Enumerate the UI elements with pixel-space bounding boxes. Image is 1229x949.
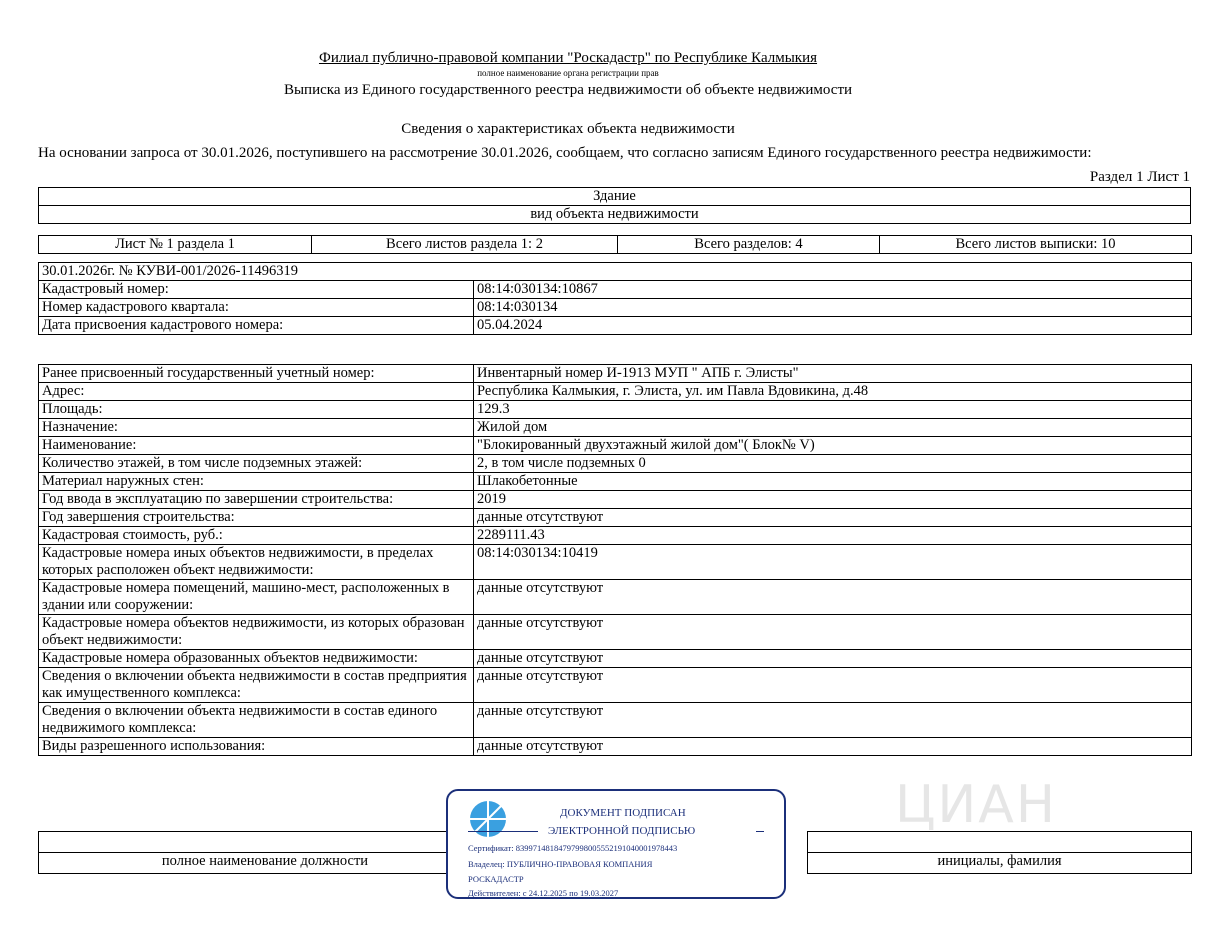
section-sheet-label: Раздел 1 Лист 1 [1089, 169, 1190, 185]
table-row [39, 299, 1192, 317]
table-row [39, 668, 1192, 703]
row-value: данные отсутствуют [474, 668, 1192, 703]
electronic-signature-stamp [446, 789, 786, 899]
row-value: 08:14:030134 [474, 299, 1192, 317]
row-label: Сведения о включении объекта недвижимости в состав единого недвижимого комплекса: [39, 703, 474, 738]
record-table [38, 262, 1192, 335]
table-row [39, 437, 1192, 455]
table-row [39, 703, 1192, 738]
stamp-owner: Владелец: ПУБЛИЧНО-ПРАВОВАЯ КОМПАНИЯ [468, 859, 653, 869]
rosreestr-logo-icon [468, 799, 508, 839]
position-caption: полное наименование должности [39, 853, 492, 874]
table-row [39, 317, 1192, 335]
row-label: Кадастровые номера образованных объектов недвижимости: [39, 650, 474, 668]
object-type-caption: вид объекта недвижимости [39, 206, 1191, 224]
row-label: Год ввода в эксплуатацию по завершении строительства: [39, 491, 474, 509]
row-value: 2019 [474, 491, 1192, 509]
row-value: "Блокированный двухэтажный жилой дом"( Блок№ V) [474, 437, 1192, 455]
table-row [39, 473, 1192, 491]
document-title: Выписка из Единого государственного реестра недвижимости об объекте недвижимости [283, 82, 853, 98]
row-label: Кадастровый номер: [39, 281, 474, 299]
stamp-line-2: ЭЛЕКТРОННОЙ ПОДПИСЬЮ [548, 825, 696, 837]
row-label: Кадастровые номера помещений, машино-мест, расположенных в здании или сооружении: [39, 580, 474, 615]
name-caption: инициалы, фамилия [808, 853, 1192, 874]
row-value: данные отсутствуют [474, 615, 1192, 650]
table-row [39, 738, 1192, 756]
row-value: данные отсутствуют [474, 703, 1192, 738]
details-table [38, 364, 1192, 756]
table-row [39, 650, 1192, 668]
total-sheets: Всего листов выписки: 10 [880, 236, 1192, 254]
table-row [39, 615, 1192, 650]
total-sections: Всего разделов: 4 [618, 236, 880, 254]
section-title: Сведения о характеристиках объекта недвижимости [401, 121, 735, 137]
row-label: Ранее присвоенный государственный учетный номер: [39, 365, 474, 383]
table-row [39, 509, 1192, 527]
row-label: Наименование: [39, 437, 474, 455]
object-type-table [38, 187, 1191, 224]
row-value: Инвентарный номер И-1913 МУП " АПБ г. Элисты" [474, 365, 1192, 383]
table-row [39, 545, 1192, 580]
row-label: Количество этажей, в том числе подземных этажей: [39, 455, 474, 473]
table-row [39, 455, 1192, 473]
table-row [39, 401, 1192, 419]
row-value: 05.04.2024 [474, 317, 1192, 335]
row-label: Адрес: [39, 383, 474, 401]
row-value: Республика Калмыкия, г. Элиста, ул. им Павла Вдовикина, д.48 [474, 383, 1192, 401]
record-number: 30.01.2026г. № КУВИ-001/2026-11496319 [39, 263, 1192, 281]
row-value: данные отсутствуют [474, 509, 1192, 527]
row-label: Площадь: [39, 401, 474, 419]
stamp-certificate: Сертификат: 83997148184797998005552191040001978443 [468, 843, 678, 853]
row-value: 08:14:030134:10867 [474, 281, 1192, 299]
row-label: Назначение: [39, 419, 474, 437]
table-row [39, 491, 1192, 509]
row-label: Кадастровые номера объектов недвижимости, из которых образован объект недвижимости: [39, 615, 474, 650]
row-label: Кадастровые номера иных объектов недвижимости, в пределах которых расположен объект недвижимости: [39, 545, 474, 580]
sheets-table [38, 235, 1192, 254]
row-value: данные отсутствуют [474, 580, 1192, 615]
row-value: данные отсутствуют [474, 738, 1192, 756]
row-label: Материал наружных стен: [39, 473, 474, 491]
organization-name: Филиал публично-правовой компании "Роскадастр" по Республике Калмыкия [318, 50, 818, 66]
table-row [39, 383, 1192, 401]
stamp-validity: Действителен: с 24.12.2025 по 19.03.2027 [468, 888, 619, 898]
table-row [39, 419, 1192, 437]
row-value: 2289111.43 [474, 527, 1192, 545]
object-type-value: Здание [39, 188, 1191, 206]
row-value: данные отсутствуют [474, 650, 1192, 668]
watermark: ЦИАН [895, 775, 1057, 835]
row-label: Виды разрешенного использования: [39, 738, 474, 756]
total-section-sheets: Всего листов раздела 1: 2 [312, 236, 618, 254]
basis-text: На основании запроса от 30.01.2026, поступившего на рассмотрение 30.01.2026, сообщаем, что согласно записям Единого государственного реестра недвижимости: [38, 145, 1092, 161]
table-row [39, 281, 1192, 299]
row-value: 129.3 [474, 401, 1192, 419]
table-row [39, 365, 1192, 383]
row-value: 08:14:030134:10419 [474, 545, 1192, 580]
row-value: Жилой дом [474, 419, 1192, 437]
stamp-owner-2: РОСКАДАСТР [468, 874, 524, 884]
position-cell [39, 832, 492, 853]
table-row [39, 580, 1192, 615]
row-value: 2, в том числе подземных 0 [474, 455, 1192, 473]
sheet-number: Лист № 1 раздела 1 [39, 236, 312, 254]
table-row [39, 527, 1192, 545]
stamp-line-1: ДОКУМЕНТ ПОДПИСАН [560, 807, 686, 819]
row-label: Сведения о включении объекта недвижимости в состав предприятия как имущественного комплекса: [39, 668, 474, 703]
row-value: Шлакобетонные [474, 473, 1192, 491]
row-label: Дата присвоения кадастрового номера: [39, 317, 474, 335]
row-label: Номер кадастрового квартала: [39, 299, 474, 317]
organization-caption: полное наименование органа регистрации прав [477, 68, 659, 78]
row-label: Год завершения строительства: [39, 509, 474, 527]
row-label: Кадастровая стоимость, руб.: [39, 527, 474, 545]
